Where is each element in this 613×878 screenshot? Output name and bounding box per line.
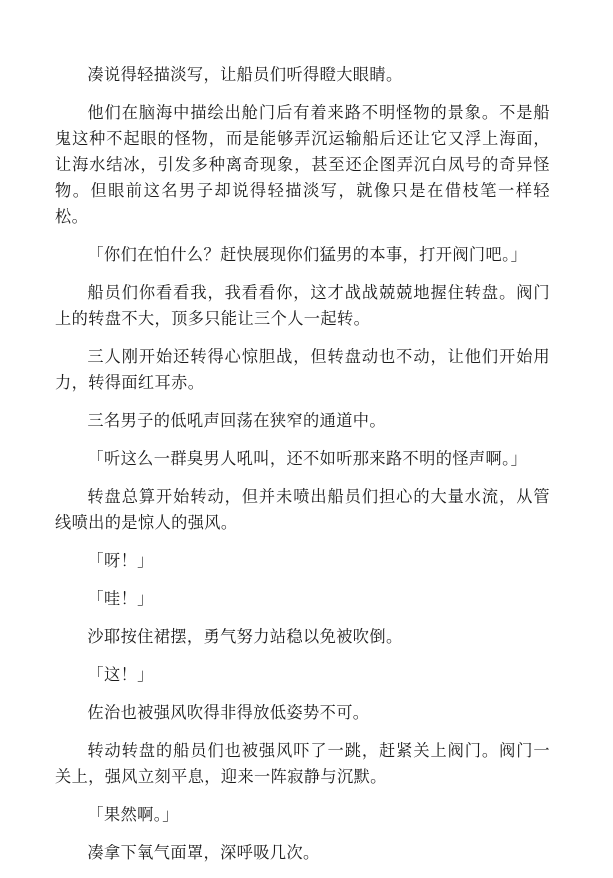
- paragraph: 三人刚开始还转得心惊胆战，但转盘动也不动，让他们开始用力，转得面红耳赤。: [55, 347, 550, 392]
- paragraph: 佐治也被强风吹得非得放低姿势不可。: [87, 703, 370, 722]
- paragraph: 「这！」: [87, 665, 154, 684]
- paragraph: 沙耶按住裙摆，勇气努力站稳以免被吹倒。: [87, 627, 403, 646]
- paragraph: 「你们在怕什么？赶快展现你们猛男的本事，打开阀门吧。」: [87, 245, 528, 264]
- paragraph: 凑说得轻描淡写，让船员们听得瞪大眼睛。: [87, 65, 403, 84]
- paragraph: 转盘总算开始转动，但并未喷出船员们担心的大量水流，从管线喷出的是惊人的强风。: [55, 487, 550, 532]
- paragraph: 船员们你看看我，我看看你，这才战战兢兢地握住转盘。阀门上的转盘不大，顶多只能让三个人一起转。: [55, 283, 550, 328]
- paragraph: 「果然啊。」: [87, 805, 179, 824]
- body-text: [55, 62, 550, 878]
- paragraph: 「呀！」: [87, 551, 154, 570]
- paragraph: 「哇！」: [87, 589, 154, 608]
- paragraph: 「听这么一群臭男人吼叫，还不如听那来路不明的怪声啊。」: [87, 449, 528, 468]
- paragraph: 三名男子的低吼声回荡在狭窄的通道中。: [87, 411, 386, 430]
- paragraph: 转动转盘的船员们也被强风吓了一跳，赶紧关上阀门。阀门一关上，强风立刻平息，迎来一阵寂静与沉默。: [55, 741, 550, 786]
- paragraph: 他们在脑海中描绘出舱门后有着来路不明怪物的景象。不是船鬼这种不起眼的怪物，而是能够弄沉运输船后还让它又浮上海面，让海水结冰，引发多种离奇现象，甚至还企图弄沉白凤号的奇异怪物。但眼前这名男子却说得轻描淡写，就像只是在借枝笔一样轻松。: [55, 103, 550, 226]
- paragraph: 凑拿下氧气面罩，深呼吸几次。: [87, 843, 320, 862]
